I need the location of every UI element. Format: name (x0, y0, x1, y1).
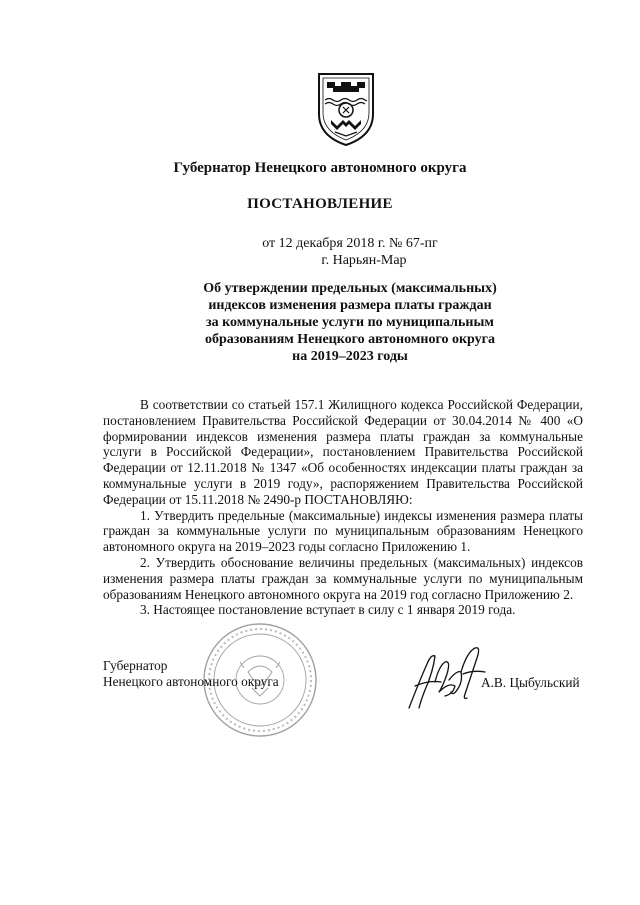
clause-paragraph: 1. Утвердить предельные (максимальные) индексы изменения размера платы граждан за коммунальные услуги по муниципальным образованиям Ненецкого автономного округа на 2019–2023 годы согласно Приложению 1. (103, 507, 583, 555)
title-line: Об утверждении предельных (максимальных) (203, 281, 497, 296)
signer-name: А.В. Цыбульский (481, 675, 580, 690)
coat-of-arms-icon (315, 70, 377, 148)
city: г. Нарьян-Мар (321, 253, 407, 268)
document-type: ПОСТАНОВЛЕНИЕ (247, 196, 393, 212)
signer-position-line: Губернатор (103, 658, 168, 673)
signer-position (103, 658, 279, 690)
clause-paragraph: 3. Настоящее постановление вступает в силу с 1 января 2019 года. (140, 602, 516, 618)
title-line: образованиям Ненецкого автономного округа (205, 332, 495, 347)
title-line: за коммунальные услуги по муниципальным (206, 315, 494, 330)
document-body (103, 397, 583, 618)
signer-position-line: Ненецкого автономного округа (103, 674, 279, 689)
issuing-authority: Губернатор Ненецкого автономного округа (173, 160, 467, 176)
date-and-number: от 12 декабря 2018 г. № 67-пг (262, 236, 438, 251)
clause-paragraph: 2. Утвердить обоснование величины предельных (максимальных) индексов изменения размера платы граждан за коммунальные услуги по муниципальным образованиям Ненецкого автономного округа на 2019 год согласно Приложению 2. (103, 554, 583, 602)
document-title (150, 280, 550, 365)
title-line: индексов изменения размера платы граждан (208, 298, 492, 313)
title-line: на 2019–2023 годы (292, 349, 408, 364)
handwritten-signature (405, 642, 487, 714)
preamble-paragraph: В соответствии со статьей 157.1 Жилищного кодекса Российской Федерации, постановлением Правительства Российской Федерации от 30.04.2014 № 400 «О формировании индексов изменения размера платы граждан за коммунальные услуги в Российской Федерации», постановлением Правительства Российской Федерации от 12.11.2018 № 1347 «Об особенностях индексации платы граждан за коммунальные услуги в 2019 году», распоряжением Правительства Российской Федерации от 15.11.2018 № 2490-р ПОСТАНОВЛЯЮ: (103, 397, 583, 507)
